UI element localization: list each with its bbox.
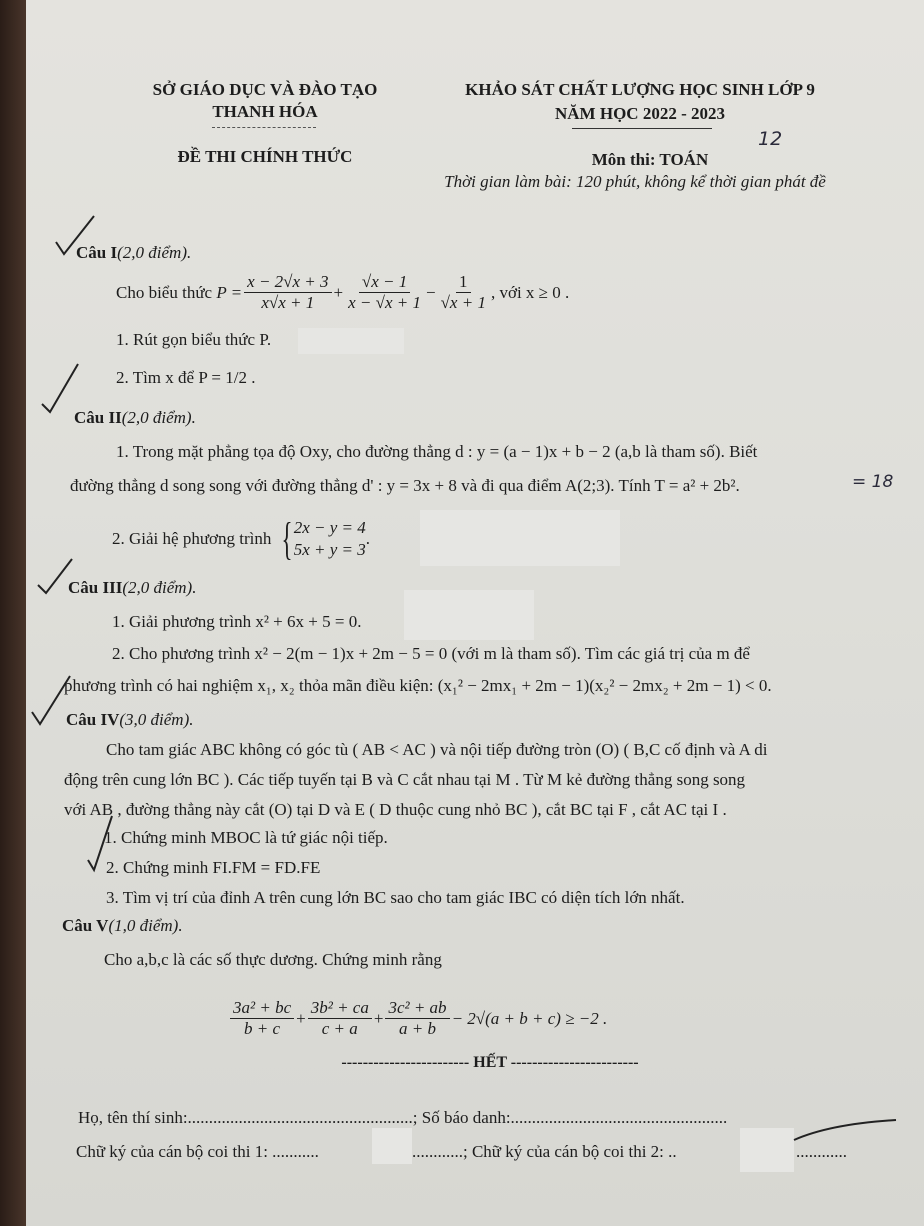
checkmark-icon [38,360,83,415]
exam-title: KHẢO SÁT CHẤT LƯỢNG HỌC SINH LỚP 9 [465,80,815,99]
redaction-box [420,510,620,566]
question-5-intro: Cho a,b,c là các số thực dương. Chứng minh rằng [104,950,442,969]
question-2-part-1-line-2: đường thẳng d song song với đường thẳng d' : y = 3x + 8 và đi qua điểm A(2;3). Tính T = a² + 2b². [70,476,740,495]
end-marker: ------------------------ HẾT ------------------------ [341,1054,639,1071]
question-4-heading: Câu IV(3,0 điểm). [66,710,194,729]
question-1-expression: Cho biểu thức P = $\frac{x - 2√x + 3}{x√x + 1}$ + $\frac{√x - 1}{x - √x + 1}$ − $\frac{1}{√x + 1}$ , với x ≥ 0 . [116,272,570,312]
proctor-signature-2-tail: ............ [796,1142,847,1161]
question-4-body-line-2: động trên cung lớn BC ). Các tiếp tuyến tại B và C cắt nhau tại M . Từ M kẻ đường thẳng song song [64,770,746,789]
header-left-underline [212,127,316,128]
fraction: $\frac{\text{3c² + ab}}{a + b}$ [385,998,449,1039]
question-3-part-1: 1. Giải phương trình x² + 6x + 5 = 0. [112,612,362,631]
question-3-part-2-line-2: phương trình có hai nghiệm x₁, x₂ thỏa mãn điều kiện: (x₁² − 2mx₁ + 2m − 1)(x₂² − 2mx₂ + 2m − 1) < 0. [64,676,772,695]
question-1-part-1: 1. Rút gọn biểu thức P. [116,330,272,349]
question-4-body-line-3: với AB , đường thẳng này cắt (O) tại D và E ( D thuộc cung nhỏ BC ), cắt BC tại F , cắt AC tại I . [64,800,727,819]
fraction: $\frac{√x - 1}{x - √x + 1}$ [348,272,421,312]
equation-system: { 2x − y = 4 5x + y = 3 [281,513,366,564]
redaction-box [298,328,404,354]
handwritten-answer: = 18 [852,472,894,492]
issuer-province: THANH HÓA [212,102,318,121]
school-year: NĂM HỌC 2022 - 2023 [555,104,725,123]
question-5-heading: Câu V(1,0 điểm). [62,916,183,935]
question-4-part-1: 1. Chứng minh MBOC là tứ giác nội tiếp. [104,828,388,847]
proctor-signature-2: ............; Chữ ký của cán bộ coi thi 2: .. [412,1142,677,1161]
redaction-box [372,1128,412,1164]
question-4-part-3: 3. Tìm vị trí của đỉnh A trên cung lớn BC sao cho tam giác IBC có diện tích lớn nhất. [106,888,685,907]
question-2-part-1-line-1: 1. Trong mặt phẳng tọa độ Oxy, cho đường thẳng d : y = (a − 1)x + b − 2 (a,b là tham số). Biết [116,442,758,461]
candidate-info-line: Họ, tên thí sinh:.....................................................; Số báo danh:................................................... [78,1108,728,1127]
fraction: $\frac{x - 2√x + 3}{x√x + 1}$ [244,272,331,313]
question-1-part-2: 2. Tìm x để P = 1/2 . [116,368,256,387]
fraction: $\frac{\text{3b² + ca}}{c + a}$ [308,998,372,1039]
pen-stroke-icon [790,1118,900,1144]
question-4-body-line-1: Cho tam giác ABC không có góc tù ( AB < AC ) và nội tiếp đường tròn (O) ( B,C cố định và A di [106,740,768,759]
question-3-part-2-line-1: 2. Cho phương trình x² − 2(m − 1)x + 2m − 5 = 0 (với m là tham số). Tìm các giá trị của m để [112,644,750,663]
question-3-heading: Câu III(2,0 điểm). [68,578,197,597]
question-2-heading: Câu II(2,0 điểm). [74,408,196,427]
proctor-signature-1: Chữ ký của cán bộ coi thi 1: ........... [76,1142,319,1161]
question-2-part-2: 2. Giải hệ phương trình { 2x − y = 4 5x + y = 3 . [112,513,371,564]
question-5-inequality: $\frac{\text{3a² + bc}}{b + c}$ + $\frac{\text{3b² + ca}}{c + a}$ + $\frac{\text{3c² + ab}}{a + b}$ − 2√(a + b + c) ≥ −2 . [228,998,607,1039]
handwritten-score: 12 [758,128,783,150]
fraction: $\frac{1}{√x + 1}$ [440,272,486,312]
question-4-part-2: 2. Chứng minh FI.FM = FD.FE [106,858,321,877]
redaction-box [404,590,534,640]
issuer-name: SỞ GIÁO DỤC VÀ ĐÀO TẠO [152,80,378,99]
header-right-underline [572,128,712,129]
duration-note: Thời gian làm bài: 120 phút, không kể thời gian phát đề [444,172,826,191]
question-1-heading: Câu I(2,0 điểm). [76,243,192,262]
official-exam-label: ĐỀ THI CHÍNH THỨC [177,147,353,166]
subject-label: Môn thi: TOÁN [591,150,709,169]
fraction: $\frac{\text{3a² + bc}}{b + c}$ [230,998,294,1039]
redaction-box [740,1128,794,1172]
